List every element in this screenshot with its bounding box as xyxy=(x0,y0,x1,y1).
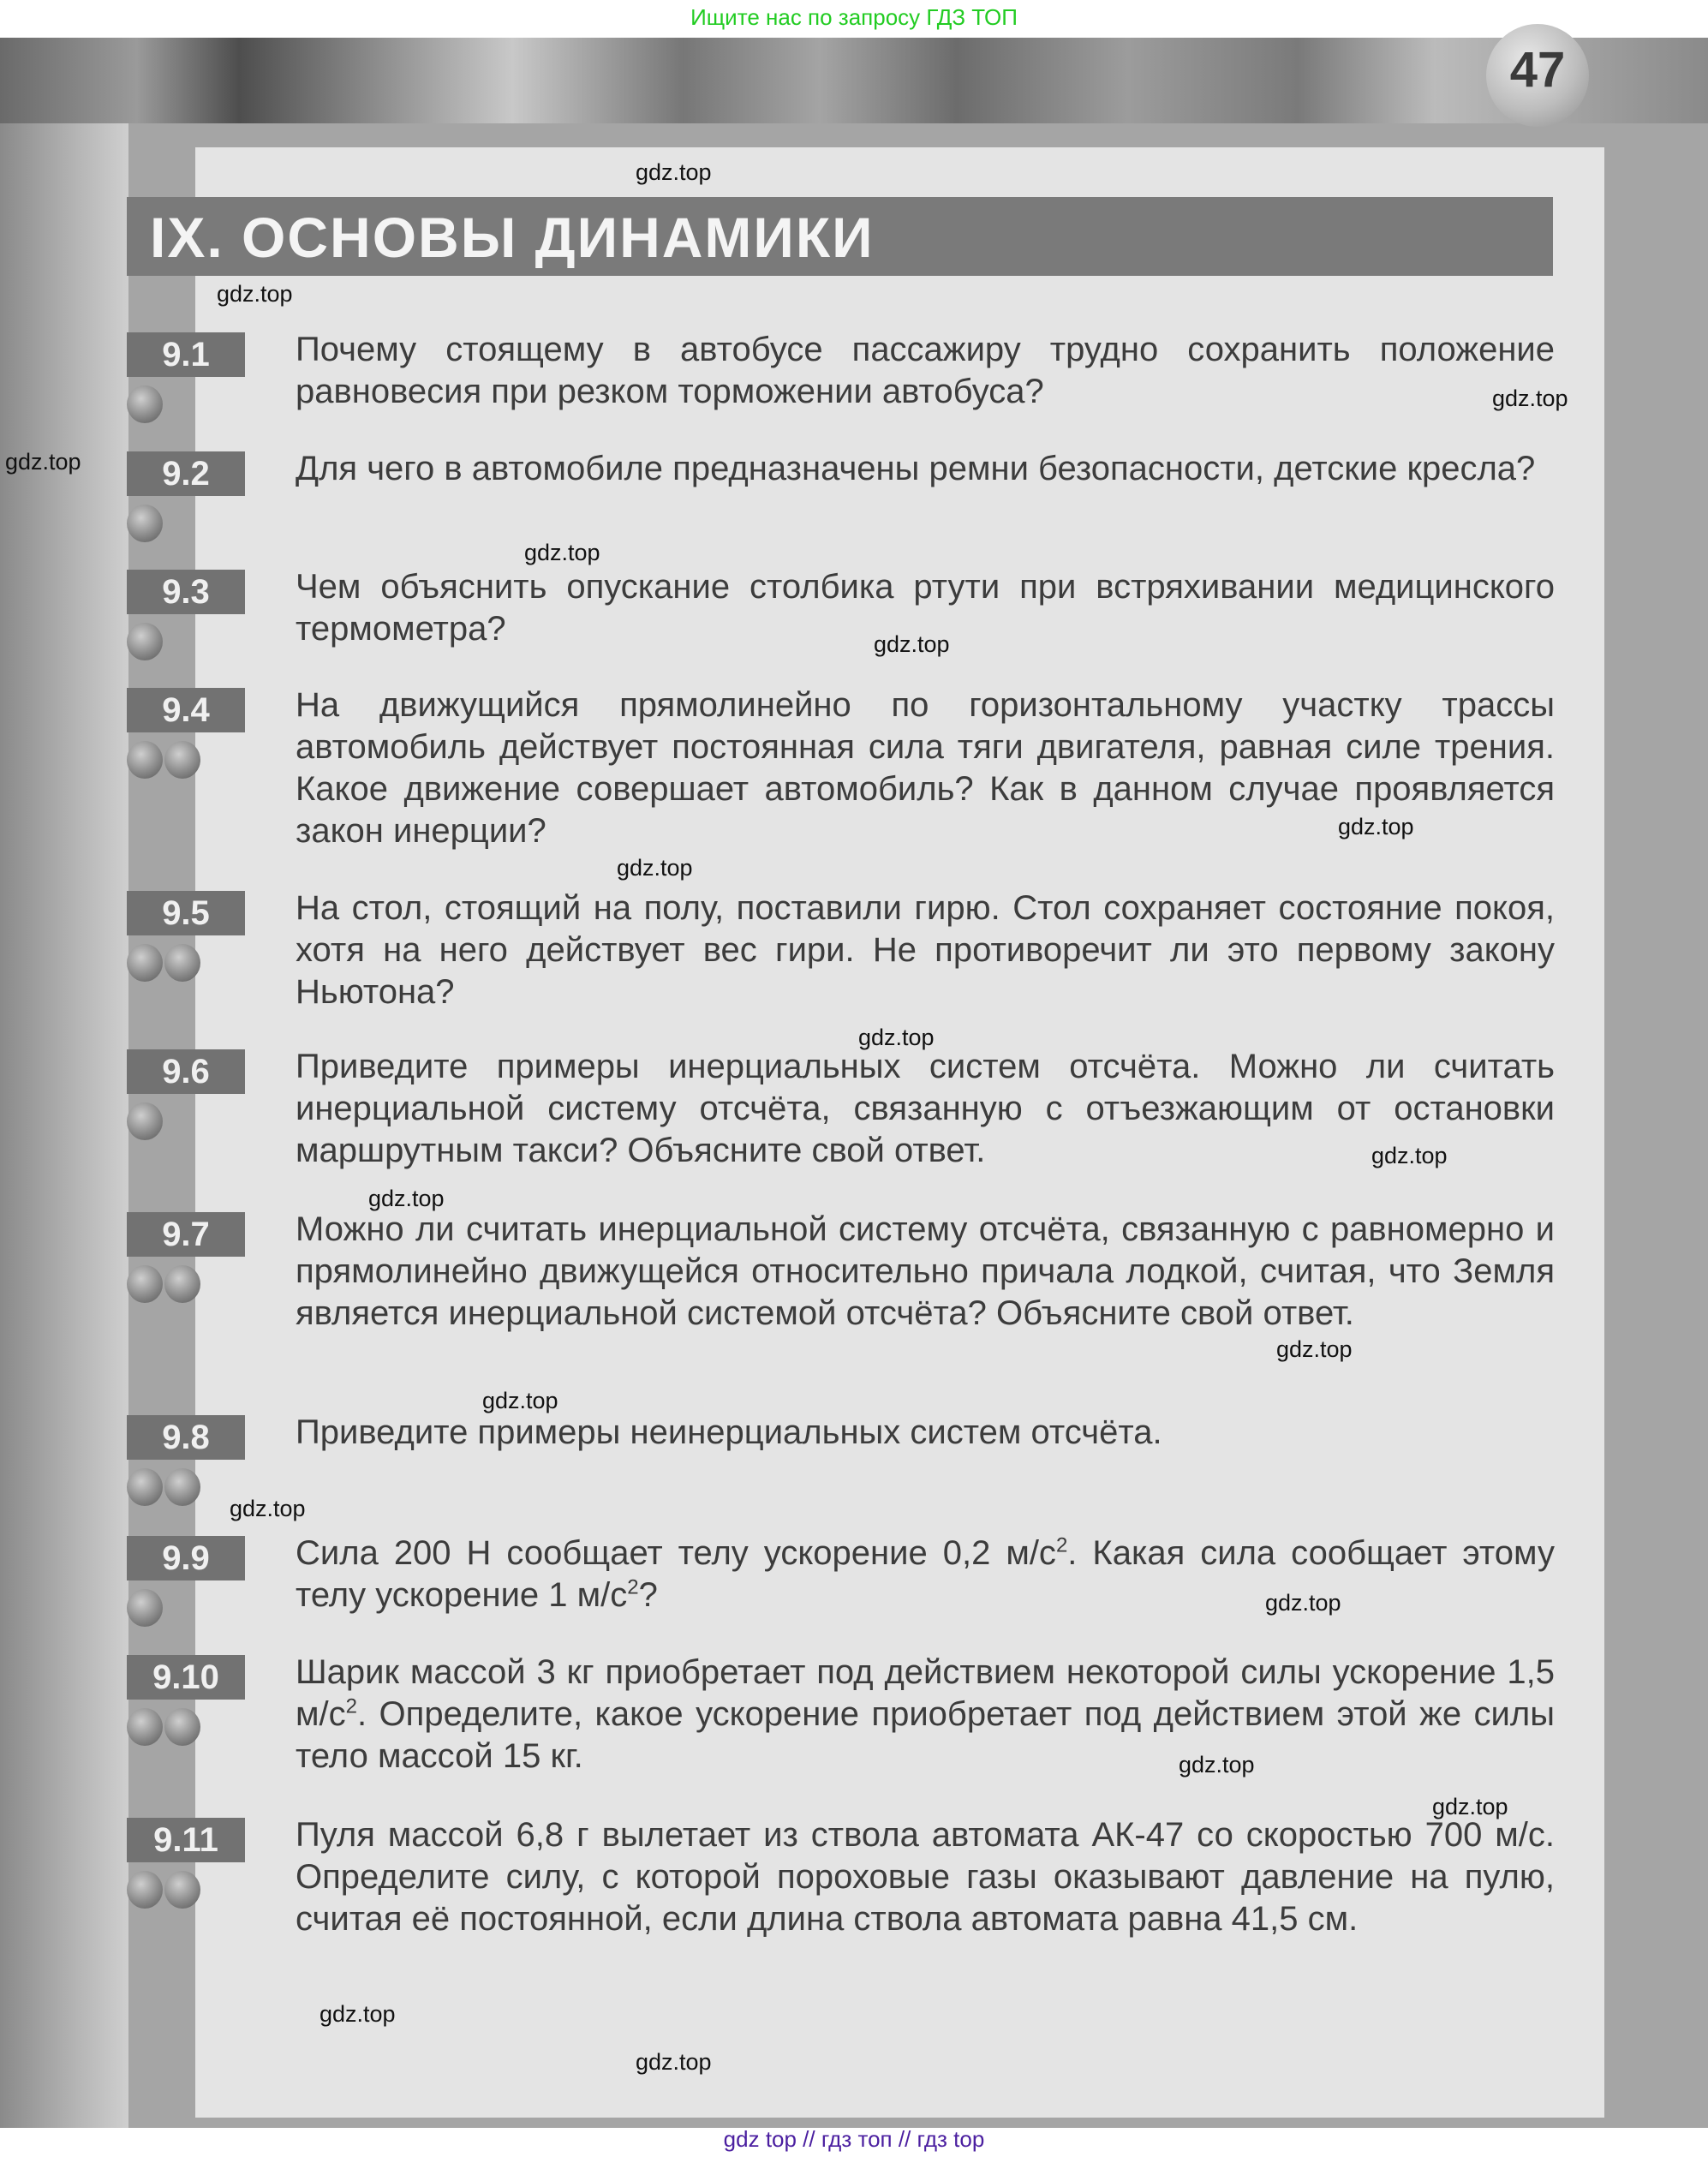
task-text: Шарик массой 3 кг приобретает под действием некоторой силы ускорение 1,5 $м/с^2$. Определите, какое ускорение приобретает под действием этой же силы тело массой 15 кг. xyxy=(296,1653,1555,1775)
difficulty-ball-icon xyxy=(127,1468,163,1506)
watermark[interactable]: gdz.top xyxy=(320,2001,396,2027)
watermark[interactable]: gdz.top xyxy=(230,1496,306,1521)
watermark[interactable]: gdz.top xyxy=(1179,1752,1255,1778)
difficulty-ball-icon xyxy=(127,623,163,660)
difficulty-indicator xyxy=(127,1468,200,1506)
footer-links[interactable]: gdz top // гдз топ // гдз top xyxy=(723,2126,985,2152)
difficulty-ball-icon xyxy=(127,505,163,542)
watermark[interactable]: gdz.top xyxy=(858,1025,935,1050)
task-text: На стол, стоящий на полу, поставили гирю. Стол сохраняет состояние покоя, хотя на него действует вес гири. Не противоречит ли это первому закону Ньютона? xyxy=(296,889,1555,1011)
watermark[interactable]: gdz.top xyxy=(617,855,693,881)
difficulty-ball-icon xyxy=(164,741,200,779)
difficulty-ball-icon xyxy=(127,385,163,423)
watermark[interactable]: gdz.top xyxy=(482,1388,558,1413)
watermark[interactable]: gdz.top xyxy=(1371,1143,1448,1168)
difficulty-ball-icon xyxy=(127,1102,163,1140)
difficulty-indicator xyxy=(127,1708,200,1746)
watermark[interactable]: gdz.top xyxy=(5,449,81,475)
difficulty-indicator xyxy=(127,1871,200,1909)
task-number: 9.9 xyxy=(127,1536,245,1580)
difficulty-ball-icon xyxy=(164,944,200,982)
difficulty-indicator xyxy=(127,623,163,660)
task-number: 9.7 xyxy=(127,1212,245,1257)
task-number: 9.5 xyxy=(127,891,245,935)
task-number: 9.11 xyxy=(127,1818,245,1862)
watermark[interactable]: gdz.top xyxy=(1338,814,1414,839)
difficulty-indicator xyxy=(127,1265,200,1303)
watermark[interactable]: gdz.top xyxy=(217,281,293,307)
task-number: 9.1 xyxy=(127,332,245,377)
difficulty-indicator xyxy=(127,944,200,982)
watermark[interactable]: gdz.top xyxy=(1432,1794,1508,1819)
header-photo-collage xyxy=(0,38,1708,123)
task-text: Можно ли считать инерциальной систему отсчёта, связанную с равномерно и прямолинейно движущейся относительно причала лодкой, считая, что Земля является инерциальной системой отсчёта? Объясните свой ответ. xyxy=(296,1210,1555,1332)
watermark[interactable]: gdz.top xyxy=(368,1186,445,1211)
task-text: На движущийся прямолинейно по горизонтальному участку трассы автомобиль действует постоянная сила тяги двигателя, равная силе трения. Какое движение совершает автомобиль? Как в данном случае проявляется закон инерции? xyxy=(296,686,1555,850)
page-number: 47 xyxy=(1486,24,1589,127)
task-text: Для чего в автомобиле предназначены ремни безопасности, детские кресла? xyxy=(296,450,1536,487)
difficulty-indicator xyxy=(127,385,163,423)
task-text: Почему стоящему в автобусе пассажиру трудно сохранить положение равновесия при резком торможении автобуса? xyxy=(296,331,1555,410)
watermark[interactable]: gdz.top xyxy=(636,159,712,185)
task-text: Сила 200 Н сообщает телу ускорение 0,2 $м/с^2$. Какая сила сообщает этому телу ускорение 1 $м/с^2$? xyxy=(296,1533,1556,1614)
task-text: Чем объяснить опускание столбика ртути при встряхивании медицинского термометра? xyxy=(296,568,1555,648)
difficulty-ball-icon xyxy=(127,1708,163,1746)
task-number: 9.2 xyxy=(127,451,245,496)
task-number: 9.6 xyxy=(127,1049,245,1094)
task-number: 9.10 xyxy=(127,1655,245,1700)
difficulty-ball-icon xyxy=(164,1871,200,1909)
watermark[interactable]: gdz.top xyxy=(1492,385,1568,411)
watermark[interactable]: gdz.top xyxy=(636,2049,712,2075)
difficulty-indicator xyxy=(127,1589,163,1627)
difficulty-indicator xyxy=(127,741,200,779)
task-number: 9.4 xyxy=(127,688,245,732)
difficulty-ball-icon xyxy=(164,1708,200,1746)
task-text: Приведите примеры инерциальных систем отсчёта. Можно ли считать инерциальной систему отсчёта, связанную с отъезжающим от остановки маршрутным такси? Объясните свой ответ. xyxy=(296,1048,1555,1169)
task-text: Приведите примеры неинерциальных систем отсчёта. xyxy=(296,1413,1162,1451)
difficulty-indicator xyxy=(127,1102,163,1140)
watermark[interactable]: gdz.top xyxy=(524,540,600,565)
task-number: 9.3 xyxy=(127,570,245,614)
difficulty-ball-icon xyxy=(164,1265,200,1303)
watermark[interactable]: gdz.top xyxy=(874,631,950,657)
difficulty-ball-icon xyxy=(127,1589,163,1627)
watermark[interactable]: gdz.top xyxy=(1276,1336,1353,1362)
search-banner[interactable]: Ищите нас по запросу ГДЗ ТОП xyxy=(690,4,1018,30)
task-text: Пуля массой 6,8 г вылетает из ствола автомата АК-47 со скоростью 700 м/с. Определите силу, с которой пороховые газы оказывают давление на пулю, считая её постоянной, если длина ствола автомата равна 41,5 см. xyxy=(296,1816,1555,1938)
watermark[interactable]: gdz.top xyxy=(1265,1590,1341,1616)
difficulty-ball-icon xyxy=(127,1871,163,1909)
difficulty-ball-icon xyxy=(164,1468,200,1506)
task-number: 9.8 xyxy=(127,1415,245,1460)
difficulty-ball-icon xyxy=(127,741,163,779)
difficulty-ball-icon xyxy=(127,1265,163,1303)
difficulty-ball-icon xyxy=(127,944,163,982)
chapter-title: IX. ОСНОВЫ ДИНАМИКИ xyxy=(150,206,875,269)
left-margin-strip xyxy=(0,123,128,2128)
difficulty-indicator xyxy=(127,505,163,542)
